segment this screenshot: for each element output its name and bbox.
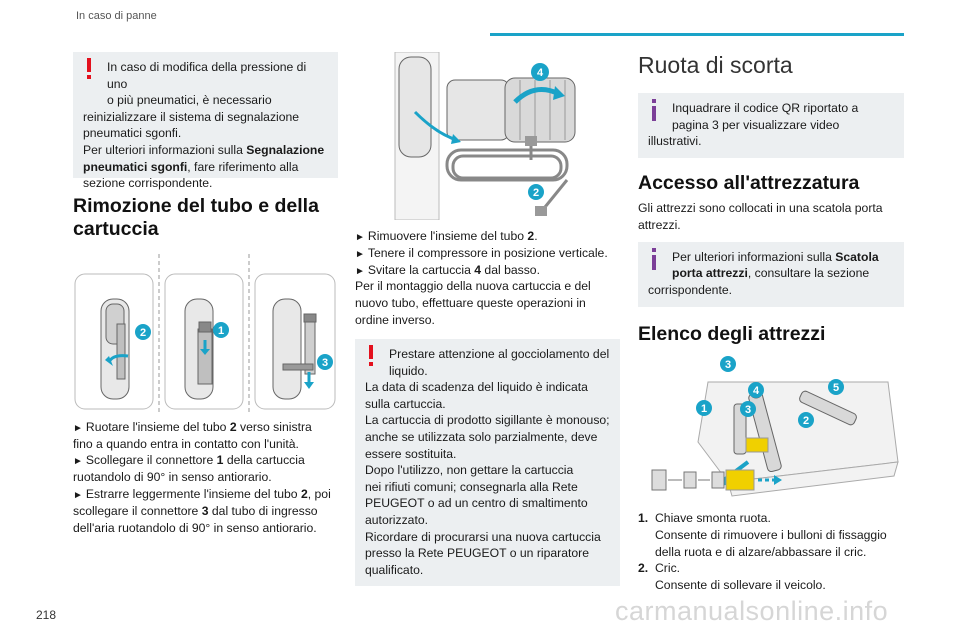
note-text: Per ulteriori informazioni sulla — [672, 249, 836, 264]
note-link-text: porta attrezzi — [672, 266, 748, 281]
note-line: La cartuccia di prodotto sigillante è monouso; — [365, 413, 610, 428]
tool-kit-illustration — [638, 352, 904, 502]
note-line: qualificato. — [365, 562, 424, 577]
step-text: dal basso. — [481, 262, 540, 277]
column-middle — [355, 52, 620, 586]
step-text: Ruotare l'insieme del tubo — [85, 419, 230, 434]
note-line — [83, 159, 328, 176]
figure-badge-label: 3 — [724, 359, 732, 371]
cartridge-replacement-illustration — [355, 52, 620, 220]
step-text: della cartuccia — [223, 453, 305, 468]
warning-note — [355, 339, 620, 586]
list-text — [655, 560, 826, 594]
step-ref: 3 — [201, 503, 209, 518]
step-text: dell'aria ruotandolo di 90° in senso antiorario. — [73, 520, 317, 535]
steps-block — [355, 228, 620, 329]
note-line — [648, 249, 894, 266]
step-text: Tenere il compressore in posizione verticale. — [367, 245, 608, 260]
figure-badge-label: 1 — [217, 324, 225, 337]
hose-removal-illustration — [73, 254, 338, 414]
note-line: pagina 3 per visualizzare video — [672, 117, 840, 132]
note-line: nei rifiuti comuni; consegnarla alla Rete — [365, 479, 578, 494]
column-left — [73, 52, 338, 537]
note-link-text: Segnalazione — [246, 142, 325, 157]
step-text: scollegare il connettore — [73, 503, 202, 518]
note-link-text: pneumatici sgonfi — [83, 159, 188, 174]
list-text — [655, 510, 887, 560]
list-desc: della ruota e di alzare/abbassare il cric. — [655, 544, 867, 559]
list-desc: Consente di sollevare il veicolo. — [655, 578, 826, 593]
note-line: o più pneumatici, è necessario — [107, 93, 272, 108]
figure-badge-label: 2 — [802, 415, 810, 427]
note-line: In caso di modifica della pressione di uno — [107, 60, 307, 91]
note-text: Per ulteriori informazioni sulla — [83, 142, 247, 157]
note-line: corrispondente. — [648, 283, 733, 298]
bullet-arrow-icon: ► — [355, 248, 365, 260]
info-note — [638, 242, 904, 307]
step-text: ordine inverso. — [355, 313, 435, 328]
note-line: sulla cartuccia. — [365, 396, 446, 411]
header-accent-bar — [490, 33, 904, 36]
info-icon — [650, 248, 658, 270]
info-note — [638, 93, 904, 158]
step-text: Estrarre leggermente l'insieme del tubo — [85, 487, 301, 502]
note-line: illustrativi. — [648, 134, 702, 149]
figure-badge-label: 2 — [139, 326, 147, 339]
bullet-arrow-icon: ► — [73, 456, 83, 468]
step-ref: 4 — [474, 262, 482, 277]
bullet-arrow-icon: ► — [73, 490, 83, 502]
section-heading-access: Accesso all'attrezzatura — [638, 171, 860, 194]
step-ref: 2 — [229, 419, 237, 434]
page-title: Ruota di scorta — [638, 52, 793, 78]
note-line: Inquadrare il codice QR riportato a — [672, 101, 859, 115]
step-ref: 1 — [216, 453, 224, 468]
note-line: liquido. — [389, 363, 428, 378]
warning-icon — [367, 345, 375, 367]
step-text: verso sinistra — [236, 419, 312, 434]
step-text: ruotandolo di 90° in senso antiorario. — [73, 470, 272, 485]
section-heading-hose-removal — [73, 195, 338, 242]
bullet-arrow-icon: ► — [355, 232, 365, 243]
figure-badge-label: 4 — [752, 385, 760, 397]
note-line: pneumatici sgonfi. — [83, 126, 182, 141]
list-number: 1. — [638, 511, 649, 525]
note-line: essere sostituita. — [365, 446, 457, 461]
section-heading-tool-list: Elenco degli attrezzi — [638, 322, 826, 345]
figure-badge-label: 1 — [700, 403, 708, 415]
info-icon — [650, 99, 658, 121]
step-item — [355, 245, 620, 262]
note-text: , fare riferimento alla — [187, 159, 299, 174]
note-line: Ricordare di procurarsi una nuova cartuccia — [365, 529, 601, 544]
note-link-text: Scatola — [835, 249, 879, 264]
step-text: fino a quando entra in contatto con l'unità. — [73, 436, 299, 451]
list-item — [638, 510, 904, 560]
list-title: Chiave smonta ruota. — [655, 511, 771, 525]
page-number: 218 — [36, 608, 57, 622]
step-text: Per il montaggio della nuova cartuccia e del — [355, 279, 591, 294]
step-text: dal tubo di ingresso — [208, 503, 318, 518]
note-line: Prestare attenzione al gocciolamento del — [389, 346, 610, 361]
running-header: In caso di panne — [76, 10, 157, 22]
note-line — [83, 142, 328, 159]
list-desc: Consente di rimuovere i bulloni di fissaggio — [655, 527, 887, 542]
heading-line: cartuccia — [73, 218, 159, 241]
note-line: PEUGEOT o ad un centro di smaltimento — [365, 496, 588, 511]
list-title: Cric. — [655, 561, 681, 576]
step-item — [73, 452, 338, 469]
step-text: Scollegare il connettore — [85, 453, 217, 468]
figure-badge-label: 3 — [744, 404, 752, 416]
figure-badge-label: 3 — [321, 356, 329, 369]
warning-note — [73, 52, 338, 191]
list-number: 2. — [638, 561, 649, 576]
step-ref: 2 — [300, 487, 308, 502]
body-text: attrezzi. — [638, 218, 681, 232]
step-item — [73, 419, 338, 436]
tool-list — [638, 510, 904, 594]
bullet-arrow-icon: ► — [355, 265, 365, 277]
note-line: Dopo l'utilizzo, non gettare la cartuccia — [365, 463, 574, 478]
step-ref: 2 — [527, 229, 535, 243]
step-text: Svitare la cartuccia — [367, 262, 475, 277]
note-text: , consultare la sezione — [747, 266, 870, 281]
list-item — [638, 560, 904, 594]
note-line: presso la Rete PEUGEOT o un riparatore — [365, 546, 589, 561]
note-line: reinizializzare il sistema di segnalazione — [83, 109, 300, 124]
step-text: nuovo tubo, effettuare queste operazioni in — [355, 296, 586, 311]
note-line: sezione corrispondente. — [83, 176, 213, 191]
step-item — [73, 486, 338, 503]
step-text: . — [534, 229, 538, 243]
note-line: La data di scadenza del liquido è indicata — [365, 380, 588, 395]
figure-badge-label: 5 — [832, 382, 840, 394]
figure-badge-label: 2 — [532, 187, 540, 199]
body-text: Gli attrezzi sono collocati in una scatola porta — [638, 201, 883, 216]
column-right — [638, 52, 904, 594]
step-text: Rimuovere l'insieme del tubo — [367, 229, 528, 243]
step-item — [355, 262, 620, 279]
bullet-arrow-icon: ► — [73, 422, 83, 434]
step-text: , poi — [307, 487, 331, 502]
figure-badge-label: 4 — [536, 67, 544, 79]
steps-block — [73, 419, 338, 537]
heading-line: Rimozione del tubo e della — [73, 195, 319, 217]
step-item — [73, 503, 338, 520]
note-line: autorizzato. — [365, 512, 429, 527]
warning-icon — [85, 58, 93, 80]
note-line: anche se utilizzata solo parzialmente, deve — [365, 429, 598, 444]
step-item — [355, 228, 620, 245]
footer-watermark: carmanualsonline.info — [615, 596, 889, 626]
note-line — [648, 265, 894, 282]
